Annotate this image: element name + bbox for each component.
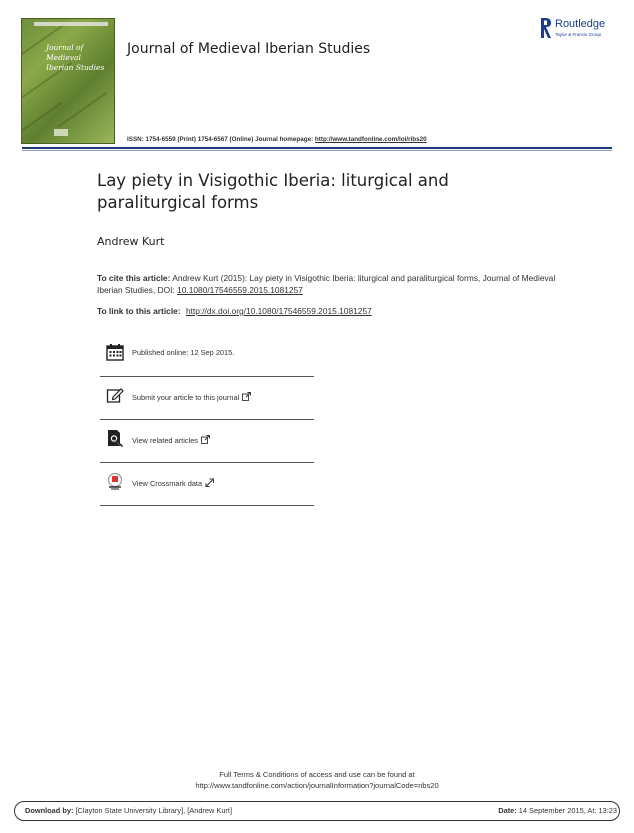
external-link-icon bbox=[205, 478, 214, 487]
related-articles-text: View related articles bbox=[132, 436, 198, 445]
download-date bbox=[498, 806, 617, 815]
link-label: To link to this article: bbox=[97, 306, 183, 316]
edit-icon bbox=[106, 386, 124, 404]
issn-line bbox=[127, 136, 427, 143]
external-link-icon bbox=[242, 392, 251, 401]
crossmark-icon bbox=[106, 472, 124, 490]
published-online-item bbox=[100, 337, 314, 377]
terms-line-1: Full Terms & Conditions of access and use can be found at bbox=[219, 770, 415, 779]
publisher-logo bbox=[540, 17, 620, 41]
terms-notice bbox=[0, 769, 634, 791]
downloaded-value: [Clayton State University Library], [Andrew Kurt] bbox=[73, 806, 233, 815]
publisher-name: Routledge bbox=[555, 18, 606, 30]
submit-article-text: Submit your article to this journal bbox=[132, 393, 240, 402]
cite-text: Andrew Kurt (2015): Lay piety in Visigothic Iberia: liturgical and paraliturgical forms, Journal of Medieval Iberian Studies, DOI: bbox=[97, 273, 556, 295]
search-document-icon bbox=[106, 429, 124, 447]
publisher-subtitle: Taylor & Francis Group bbox=[555, 32, 602, 37]
citation bbox=[97, 272, 567, 296]
article-title: Lay piety in Visigothic Iberia: liturgical and paraliturgical forms bbox=[97, 171, 449, 212]
date-label: Date: bbox=[498, 806, 517, 815]
cover-stripe bbox=[34, 22, 108, 26]
cite-label: To cite this article: bbox=[97, 273, 171, 283]
divider bbox=[100, 462, 314, 463]
crossmark-label bbox=[132, 477, 214, 488]
article-link-line bbox=[97, 306, 372, 316]
cover-logo bbox=[54, 129, 68, 136]
header-rule bbox=[22, 147, 612, 149]
related-articles-label bbox=[132, 434, 210, 445]
calendar-icon bbox=[106, 343, 124, 361]
article-author: Andrew Kurt bbox=[97, 235, 165, 248]
crossmark-link[interactable] bbox=[100, 466, 314, 506]
issn-text: ISSN: 1754-6559 (Print) 1754-6567 (Online) Journal homepage: bbox=[127, 136, 315, 143]
downloaded-label: Download by: bbox=[25, 806, 74, 815]
cover-title: Journal of Medieval Iberian Studies bbox=[46, 43, 105, 72]
external-link-icon bbox=[201, 435, 210, 444]
routledge-mark-icon bbox=[540, 17, 552, 39]
journal-homepage-link[interactable]: http://www.tandfonline.com/loi/ribs20 bbox=[314, 136, 427, 143]
published-online-label: Published online: 12 Sep 2015. bbox=[132, 348, 235, 357]
download-info-bar bbox=[14, 801, 620, 821]
divider bbox=[100, 376, 314, 377]
submit-article-link[interactable] bbox=[100, 380, 314, 420]
related-articles-link[interactable] bbox=[100, 423, 314, 463]
date-value: 14 September 2015, At: 13:23 bbox=[516, 806, 617, 815]
article-link[interactable]: http://dx.doi.org/10.1080/17546559.2015.1081257 bbox=[185, 306, 372, 316]
header-rule-thin bbox=[22, 150, 612, 151]
downloaded-by bbox=[25, 806, 232, 815]
crossmark-text: View Crossmark data bbox=[132, 479, 203, 488]
divider bbox=[100, 505, 314, 506]
journal-title: Journal of Medieval Iberian Studies bbox=[127, 41, 371, 57]
terms-link[interactable]: http://www.tandfonline.com/action/journalInformation?journalCode=ribs20 bbox=[195, 781, 439, 790]
divider bbox=[100, 419, 314, 420]
submit-article-label bbox=[132, 391, 251, 402]
doi-link[interactable]: 10.1080/17546559.2015.1081257 bbox=[177, 285, 303, 295]
journal-cover-image bbox=[22, 19, 114, 143]
